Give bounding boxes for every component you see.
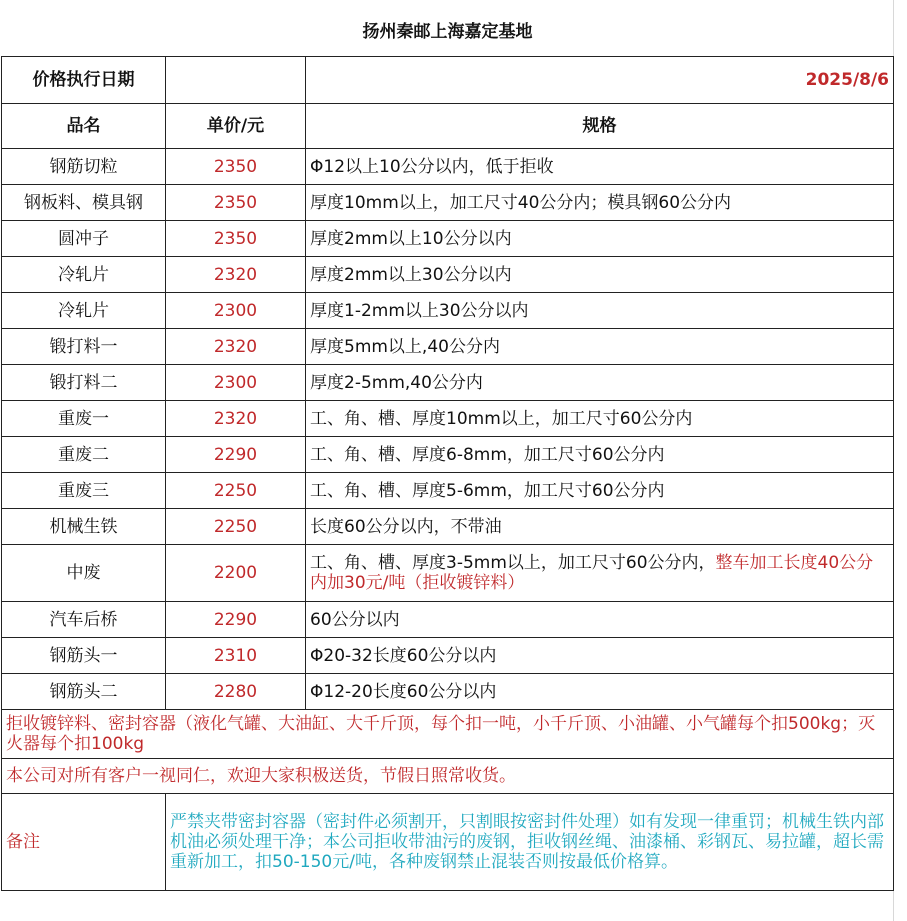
page-title: 扬州秦邮上海嘉定基地 [362,22,533,42]
product-price: 2300 [166,293,306,329]
table-row [2,602,894,638]
title-row [2,8,894,57]
product-price: 2250 [166,509,306,545]
product-spec [306,329,894,365]
product-price: 2200 [166,545,306,602]
product-price: 2300 [166,365,306,401]
product-price: 2350 [166,221,306,257]
spec-text: 厚度1-2mm以上30公分以内 [310,300,529,321]
product-name: 钢筋切粒 [2,149,166,185]
table-row [2,221,894,257]
product-name: 圆冲子 [2,221,166,257]
table-row [2,545,894,602]
product-price: 2280 [166,674,306,710]
table-row [2,257,894,293]
spec-text: 工、角、槽、厚度5-6mm，加工尺寸60公分内 [310,480,665,501]
spec-text: 长度60公分以内，不带油 [310,516,502,537]
product-name: 锻打料二 [2,365,166,401]
table-row [2,185,894,221]
product-name: 汽车后桥 [2,602,166,638]
table-row [2,149,894,185]
policy-note: 本公司对所有客户一视同仁，欢迎大家积极送货，节假日照常收货。 [2,759,894,794]
product-spec [306,257,894,293]
header-price: 单价/元 [166,104,306,149]
product-spec [306,185,894,221]
product-spec [306,437,894,473]
product-price: 2290 [166,437,306,473]
header-row [2,104,894,149]
product-price: 2250 [166,473,306,509]
product-price: 2320 [166,257,306,293]
product-spec [306,149,894,185]
header-name: 品名 [2,104,166,149]
product-spec [306,509,894,545]
product-price: 2320 [166,329,306,365]
product-name: 钢筋头二 [2,674,166,710]
table-row [2,437,894,473]
spec-text: 工、角、槽、厚度10mm以上，加工尺寸60公分内 [310,408,693,429]
product-name: 机械生铁 [2,509,166,545]
date-row [2,57,894,104]
header-spec: 规格 [306,104,894,149]
product-spec [306,638,894,674]
table-row [2,473,894,509]
spec-text: 厚度2mm以上10公分以内 [310,228,512,249]
spec-text: 厚度2mm以上30公分以内 [310,264,512,285]
product-name: 中废 [2,545,166,602]
product-price: 2350 [166,185,306,221]
spec-text: 工、角、槽、厚度6-8mm，加工尺寸60公分内 [310,444,665,465]
table-row [2,329,894,365]
table-row [2,293,894,329]
reject-note: 拒收镀锌料、密封容器（液化气罐、大油缸、大千斤顶，每个扣一吨，小千斤顶、小油罐、小气罐每个扣500kg；灭火器每个扣100kg [2,710,894,759]
product-spec [306,365,894,401]
product-spec [306,401,894,437]
product-name: 冷轧片 [2,293,166,329]
spec-text: 60公分以内 [310,609,400,630]
remark-text: 严禁夹带密封容器（密封件必须割开，只割眼按密封件处理）如有发现一律重罚；机械生铁内部机油必须处理干净；本公司拒收带油污的废钢，拒收钢丝绳、油漆桶、彩钢瓦、易拉罐，超长需重新加工，扣50-150元/吨，各种废钢禁止混装否则按最低价格算。 [166,794,894,891]
spec-red-text: 整车加工长度40公分内加30元/吨（拒收镀锌料） [310,553,874,593]
product-name: 锻打料一 [2,329,166,365]
date-label: 价格执行日期 [2,57,166,104]
remark-row [2,794,894,891]
product-spec [306,545,894,602]
spec-text: Φ12以上10公分以内，低于拒收 [310,156,554,177]
product-price: 2290 [166,602,306,638]
product-name: 重废三 [2,473,166,509]
spec-text: Φ20-32长度60公分以内 [310,645,497,666]
product-name: 钢板料、模具钢 [2,185,166,221]
spec-text: 工、角、槽、厚度3-5mm以上，加工尺寸60公分内， [310,553,716,573]
spec-text: Φ12-20长度60公分以内 [310,681,497,702]
spec-text: 厚度10mm以上，加工尺寸40公分内；模具钢60公分内 [310,192,732,213]
date-empty-cell [166,57,306,104]
table-row [2,674,894,710]
table-row [2,638,894,674]
reject-note-row [2,710,894,759]
product-spec [306,602,894,638]
remark-label: 备注 [2,794,166,891]
policy-note-row [2,759,894,794]
spec-text: 厚度2-5mm,40公分内 [310,372,483,393]
product-price: 2320 [166,401,306,437]
product-price: 2310 [166,638,306,674]
product-name: 冷轧片 [2,257,166,293]
product-spec [306,293,894,329]
product-name: 重废一 [2,401,166,437]
date-value: 2025/8/6 [306,57,894,104]
product-spec [306,473,894,509]
product-name: 钢筋头一 [2,638,166,674]
product-spec [306,674,894,710]
price-table [1,8,894,891]
product-name: 重废二 [2,437,166,473]
product-spec [306,221,894,257]
product-price: 2350 [166,149,306,185]
spec-text: 厚度5mm以上,40公分内 [310,336,500,357]
table-row [2,509,894,545]
table-row [2,365,894,401]
table-row [2,401,894,437]
